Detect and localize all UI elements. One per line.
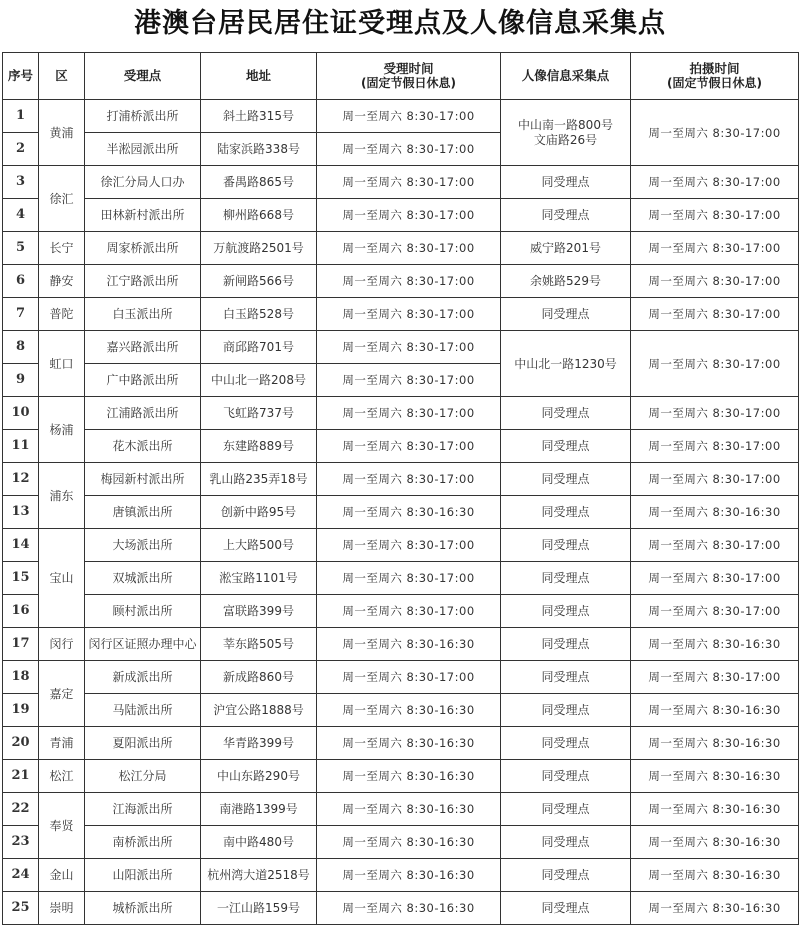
cell-photo-point: 同受理点 [501,496,631,529]
table-row [3,727,799,760]
cell-photo-point: 同受理点 [501,826,631,859]
cell-photo-time: 周一至周六 8:30-16:30 [631,826,799,859]
cell-index: 8 [3,331,39,364]
cell-index: 14 [3,529,39,562]
cell-accept-time: 周一至周六 8:30-17:00 [317,331,501,364]
cell-photo-point: 同受理点 [501,529,631,562]
cell-accept-time: 周一至周六 8:30-17:00 [317,595,501,628]
cell-address: 莘东路505号 [201,628,317,661]
cell-accept-time: 周一至周六 8:30-16:30 [317,628,501,661]
cell-district: 金山 [39,859,85,892]
table-row [3,529,799,562]
table-row [3,496,799,529]
cell-accept-time: 周一至周六 8:30-17:00 [317,364,501,397]
cell-index: 17 [3,628,39,661]
table-row [3,166,799,199]
cell-accept-time: 周一至周六 8:30-17:00 [317,430,501,463]
header-accept-time-label: 受理时间 [383,61,434,76]
cell-photo-time: 周一至周六 8:30-17:00 [631,100,799,166]
cell-photo-time: 周一至周六 8:30-17:00 [631,562,799,595]
cell-address: 斜土路315号 [201,100,317,133]
table-body [3,100,799,925]
cell-photo-time: 周一至周六 8:30-17:00 [631,199,799,232]
cell-index: 11 [3,430,39,463]
cell-accept-time: 周一至周六 8:30-17:00 [317,265,501,298]
cell-accept-time: 周一至周六 8:30-17:00 [317,397,501,430]
header-photo-time [631,53,799,100]
cell-index: 19 [3,694,39,727]
cell-office: 新成派出所 [85,661,201,694]
cell-office: 江宁路派出所 [85,265,201,298]
cell-office: 广中路派出所 [85,364,201,397]
cell-office: 徐汇分局人口办 [85,166,201,199]
table-row [3,199,799,232]
cell-index: 3 [3,166,39,199]
cell-office: 梅园新村派出所 [85,463,201,496]
cell-photo-time: 周一至周六 8:30-16:30 [631,694,799,727]
cell-address: 华青路399号 [201,727,317,760]
cell-address: 一江山路159号 [201,892,317,925]
cell-accept-time: 周一至周六 8:30-17:00 [317,298,501,331]
cell-accept-time: 周一至周六 8:30-17:00 [317,199,501,232]
cell-photo-time: 周一至周六 8:30-17:00 [631,595,799,628]
cell-district: 宝山 [39,529,85,628]
cell-photo-time: 周一至周六 8:30-17:00 [631,661,799,694]
cell-address: 东建路889号 [201,430,317,463]
cell-office: 城桥派出所 [85,892,201,925]
cell-accept-time: 周一至周六 8:30-16:30 [317,826,501,859]
cell-district: 崇明 [39,892,85,925]
cell-photo-point: 同受理点 [501,562,631,595]
table-row [3,463,799,496]
cell-office: 周家桥派出所 [85,232,201,265]
table-row [3,859,799,892]
header-accept-time-note: (固定节假日休息) [361,76,456,90]
table-row [3,232,799,265]
cell-district: 徐汇 [39,166,85,232]
cell-district: 青浦 [39,727,85,760]
cell-district: 虹口 [39,331,85,397]
cell-address: 柳州路668号 [201,199,317,232]
cell-photo-point: 同受理点 [501,166,631,199]
table-row [3,562,799,595]
cell-accept-time: 周一至周六 8:30-16:30 [317,727,501,760]
cell-index: 7 [3,298,39,331]
cell-office: 花木派出所 [85,430,201,463]
cell-office: 半淞园派出所 [85,133,201,166]
cell-district: 静安 [39,265,85,298]
cell-office: 夏阳派出所 [85,727,201,760]
cell-photo-time: 周一至周六 8:30-17:00 [631,232,799,265]
cell-office: 江海派出所 [85,793,201,826]
header-photo-time-note: (固定节假日休息) [667,76,762,90]
cell-address: 番禺路865号 [201,166,317,199]
cell-accept-time: 周一至周六 8:30-17:00 [317,100,501,133]
header-district: 区 [39,53,85,100]
cell-office: 马陆派出所 [85,694,201,727]
cell-accept-time: 周一至周六 8:30-17:00 [317,232,501,265]
cell-address: 商邱路701号 [201,331,317,364]
cell-address: 中山北一路208号 [201,364,317,397]
cell-office: 大场派出所 [85,529,201,562]
cell-index: 23 [3,826,39,859]
reception-points-table [2,52,799,925]
cell-district: 黄浦 [39,100,85,166]
cell-photo-point: 同受理点 [501,463,631,496]
cell-address: 创新中路95号 [201,496,317,529]
table-row [3,430,799,463]
cell-district: 松江 [39,760,85,793]
cell-address: 飞虹路737号 [201,397,317,430]
cell-photo-time: 周一至周六 8:30-16:30 [631,760,799,793]
cell-photo-point: 同受理点 [501,727,631,760]
cell-photo-point: 同受理点 [501,859,631,892]
cell-photo-point: 同受理点 [501,298,631,331]
cell-index: 15 [3,562,39,595]
cell-office: 山阳派出所 [85,859,201,892]
cell-photo-point: 同受理点 [501,661,631,694]
table-row [3,397,799,430]
cell-accept-time: 周一至周六 8:30-16:30 [317,760,501,793]
cell-index: 22 [3,793,39,826]
cell-accept-time: 周一至周六 8:30-16:30 [317,892,501,925]
header-photo-point: 人像信息采集点 [501,53,631,100]
cell-photo-point: 同受理点 [501,628,631,661]
cell-index: 4 [3,199,39,232]
cell-address: 南港路1399号 [201,793,317,826]
cell-address: 富联路399号 [201,595,317,628]
cell-photo-time: 周一至周六 8:30-16:30 [631,727,799,760]
cell-address: 新闸路566号 [201,265,317,298]
cell-photo-point: 同受理点 [501,595,631,628]
cell-photo-time: 周一至周六 8:30-16:30 [631,628,799,661]
cell-accept-time: 周一至周六 8:30-17:00 [317,133,501,166]
cell-index: 20 [3,727,39,760]
cell-address: 沪宜公路1888号 [201,694,317,727]
cell-photo-time: 周一至周六 8:30-17:00 [631,265,799,298]
cell-office: 打浦桥派出所 [85,100,201,133]
cell-accept-time: 周一至周六 8:30-17:00 [317,562,501,595]
cell-photo-point: 同受理点 [501,793,631,826]
cell-photo-time: 周一至周六 8:30-17:00 [631,430,799,463]
table-row [3,661,799,694]
table-row [3,892,799,925]
cell-photo-point: 中山北一路1230号 [501,331,631,397]
cell-office: 嘉兴路派出所 [85,331,201,364]
cell-address: 陆家浜路338号 [201,133,317,166]
table-row [3,628,799,661]
header-accept-time [317,53,501,100]
cell-district: 奉贤 [39,793,85,859]
cell-office: 唐镇派出所 [85,496,201,529]
cell-photo-time: 周一至周六 8:30-17:00 [631,397,799,430]
table-row [3,298,799,331]
table-row [3,694,799,727]
cell-office: 松江分局 [85,760,201,793]
cell-office: 白玉派出所 [85,298,201,331]
cell-photo-point: 同受理点 [501,760,631,793]
cell-photo-time: 周一至周六 8:30-16:30 [631,892,799,925]
cell-accept-time: 周一至周六 8:30-17:00 [317,166,501,199]
cell-district: 嘉定 [39,661,85,727]
cell-index: 5 [3,232,39,265]
page-title: 港澳台居民居住证受理点及人像信息采集点 [134,8,666,39]
cell-accept-time: 周一至周六 8:30-16:30 [317,496,501,529]
cell-photo-time: 周一至周六 8:30-17:00 [631,331,799,397]
cell-photo-time: 周一至周六 8:30-17:00 [631,463,799,496]
cell-address: 乳山路235弄18号 [201,463,317,496]
table-header-row [3,53,799,100]
cell-district: 浦东 [39,463,85,529]
cell-index: 2 [3,133,39,166]
header-index: 序号 [3,53,39,100]
cell-address: 杭州湾大道2518号 [201,859,317,892]
cell-accept-time: 周一至周六 8:30-16:30 [317,793,501,826]
cell-index: 1 [3,100,39,133]
cell-photo-time: 周一至周六 8:30-16:30 [631,496,799,529]
cell-index: 16 [3,595,39,628]
cell-district: 闵行 [39,628,85,661]
cell-photo-time: 周一至周六 8:30-16:30 [631,859,799,892]
cell-address: 新成路860号 [201,661,317,694]
cell-index: 13 [3,496,39,529]
cell-index: 6 [3,265,39,298]
cell-address: 中山东路290号 [201,760,317,793]
cell-photo-point: 同受理点 [501,397,631,430]
cell-index: 24 [3,859,39,892]
table-row [3,760,799,793]
header-photo-time-label: 拍摄时间 [689,61,740,76]
cell-address: 南中路480号 [201,826,317,859]
cell-photo-point: 余姚路529号 [501,265,631,298]
table-row [3,826,799,859]
cell-photo-point: 同受理点 [501,430,631,463]
cell-index: 25 [3,892,39,925]
cell-photo-time: 周一至周六 8:30-16:30 [631,793,799,826]
header-office: 受理点 [85,53,201,100]
cell-address: 白玉路528号 [201,298,317,331]
cell-district: 普陀 [39,298,85,331]
cell-photo-time: 周一至周六 8:30-17:00 [631,298,799,331]
cell-office: 闵行区证照办理中心 [85,628,201,661]
cell-index: 9 [3,364,39,397]
cell-office: 田林新村派出所 [85,199,201,232]
table-row [3,595,799,628]
table-row [3,265,799,298]
cell-office: 南桥派出所 [85,826,201,859]
cell-district: 杨浦 [39,397,85,463]
cell-accept-time: 周一至周六 8:30-17:00 [317,661,501,694]
cell-photo-point: 中山南一路800号 文庙路26号 [501,100,631,166]
cell-photo-point: 同受理点 [501,892,631,925]
cell-address: 万航渡路2501号 [201,232,317,265]
cell-office: 顾村派出所 [85,595,201,628]
table-row [3,100,799,133]
cell-accept-time: 周一至周六 8:30-17:00 [317,463,501,496]
table-row [3,331,799,364]
cell-accept-time: 周一至周六 8:30-16:30 [317,694,501,727]
cell-index: 21 [3,760,39,793]
cell-photo-point: 同受理点 [501,199,631,232]
cell-index: 18 [3,661,39,694]
cell-address: 上大路500号 [201,529,317,562]
cell-address: 淞宝路1101号 [201,562,317,595]
cell-photo-point: 同受理点 [501,694,631,727]
cell-photo-time: 周一至周六 8:30-17:00 [631,166,799,199]
header-address: 地址 [201,53,317,100]
cell-accept-time: 周一至周六 8:30-16:30 [317,859,501,892]
cell-index: 12 [3,463,39,496]
cell-photo-time: 周一至周六 8:30-17:00 [631,529,799,562]
table-row [3,793,799,826]
cell-office: 江浦路派出所 [85,397,201,430]
cell-accept-time: 周一至周六 8:30-17:00 [317,529,501,562]
cell-office: 双城派出所 [85,562,201,595]
cell-photo-point: 威宁路201号 [501,232,631,265]
cell-district: 长宁 [39,232,85,265]
cell-index: 10 [3,397,39,430]
